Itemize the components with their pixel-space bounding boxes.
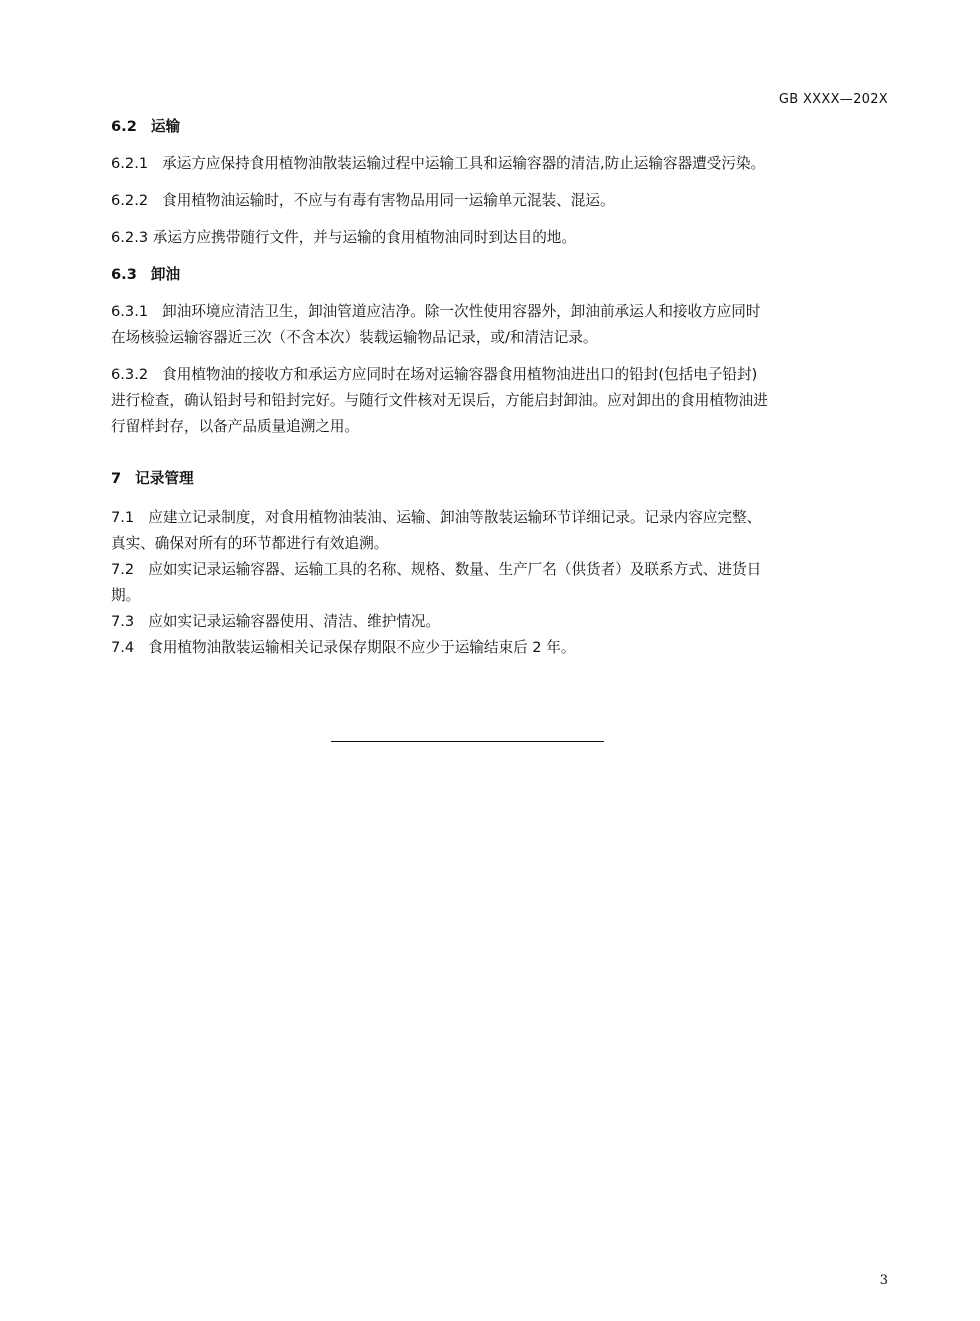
clause-7-4 xyxy=(111,635,891,661)
clause-number: 6.2.2 xyxy=(111,192,149,209)
section-title: 记录管理 xyxy=(135,470,194,487)
section-title: 卸油 xyxy=(150,266,181,283)
end-of-document-rule xyxy=(331,741,604,742)
clause-text: 食用植物油运输时，不应与有毒有害物品用同一运输单元混装、混运。 xyxy=(162,192,615,209)
clause-text: 6.2.3 承运方应携带随行文件，并与运输的食用植物油同时到达目的地。 xyxy=(111,229,576,246)
clause-number: 7.2 xyxy=(111,561,135,578)
clause-6-2-2 xyxy=(111,188,891,214)
clause-text-line: 应如实记录运输容器、运输工具的名称、规格、数量、生产厂名（供货者）及联系方式、进货日 xyxy=(148,561,762,578)
section-number: 6.2 xyxy=(111,118,137,135)
section-number: 6.3 xyxy=(111,266,137,283)
clause-text-line: 期。 xyxy=(111,587,141,604)
clause-6-3-1 xyxy=(111,299,891,351)
page-number: 3 xyxy=(879,1273,888,1288)
clause-6-2-1 xyxy=(111,151,891,177)
clause-number: 7.4 xyxy=(111,639,135,656)
clause-number: 7.1 xyxy=(111,509,135,526)
clause-text-line: 在场核验运输容器近三次（不含本次）装载运输物品记录，或/和清洁记录。 xyxy=(111,329,598,346)
clause-number: 6.2.1 xyxy=(111,155,149,172)
section-heading-6-2 xyxy=(111,114,891,140)
clause-text-line: 行留样封存，以备产品质量追溯之用。 xyxy=(111,418,360,435)
clause-text-line: 食用植物油的接收方和承运方应同时在场对运输容器食用植物油进出口的铅封(包括电子铅封) xyxy=(162,366,758,383)
clause-number: 6.3.2 xyxy=(111,366,149,383)
clause-6-2-3 xyxy=(111,225,891,251)
clause-text: 食用植物油散装运输相关记录保存期限不应少于运输结束后 2 年。 xyxy=(148,639,576,656)
clause-text: 应如实记录运输容器使用、清洁、维护情况。 xyxy=(148,613,441,630)
clause-text-line: 真实、确保对所有的环节都进行有效追溯。 xyxy=(111,535,389,552)
clause-text: 承运方应保持食用植物油散装运输过程中运输工具和运输容器的清洁,防止运输容器遭受污染。 xyxy=(162,155,766,172)
clause-6-3-2 xyxy=(111,362,891,440)
section-heading-7 xyxy=(111,466,891,492)
document-code: GB XXXX—202X xyxy=(778,92,888,107)
clause-7-2 xyxy=(111,557,891,609)
clause-number: 7.3 xyxy=(111,613,135,630)
clause-7-3 xyxy=(111,609,891,635)
section-title: 运输 xyxy=(150,118,181,135)
section-number: 7 xyxy=(111,470,122,487)
clause-number: 6.3.1 xyxy=(111,303,149,320)
section-heading-6-3 xyxy=(111,262,891,288)
clause-text-line: 卸油环境应清洁卫生，卸油管道应洁净。除一次性使用容器外，卸油前承运人和接收方应同时 xyxy=(162,303,761,320)
document-body xyxy=(111,114,891,661)
clause-text-line: 进行检查，确认铅封号和铅封完好。与随行文件核对无误后，方能启封卸油。应对卸出的食用植物油进 xyxy=(111,392,768,409)
clause-text-line: 应建立记录制度，对食用植物油装油、运输、卸油等散装运输环节详细记录。记录内容应完整、 xyxy=(148,509,762,526)
clause-7-1 xyxy=(111,505,891,557)
